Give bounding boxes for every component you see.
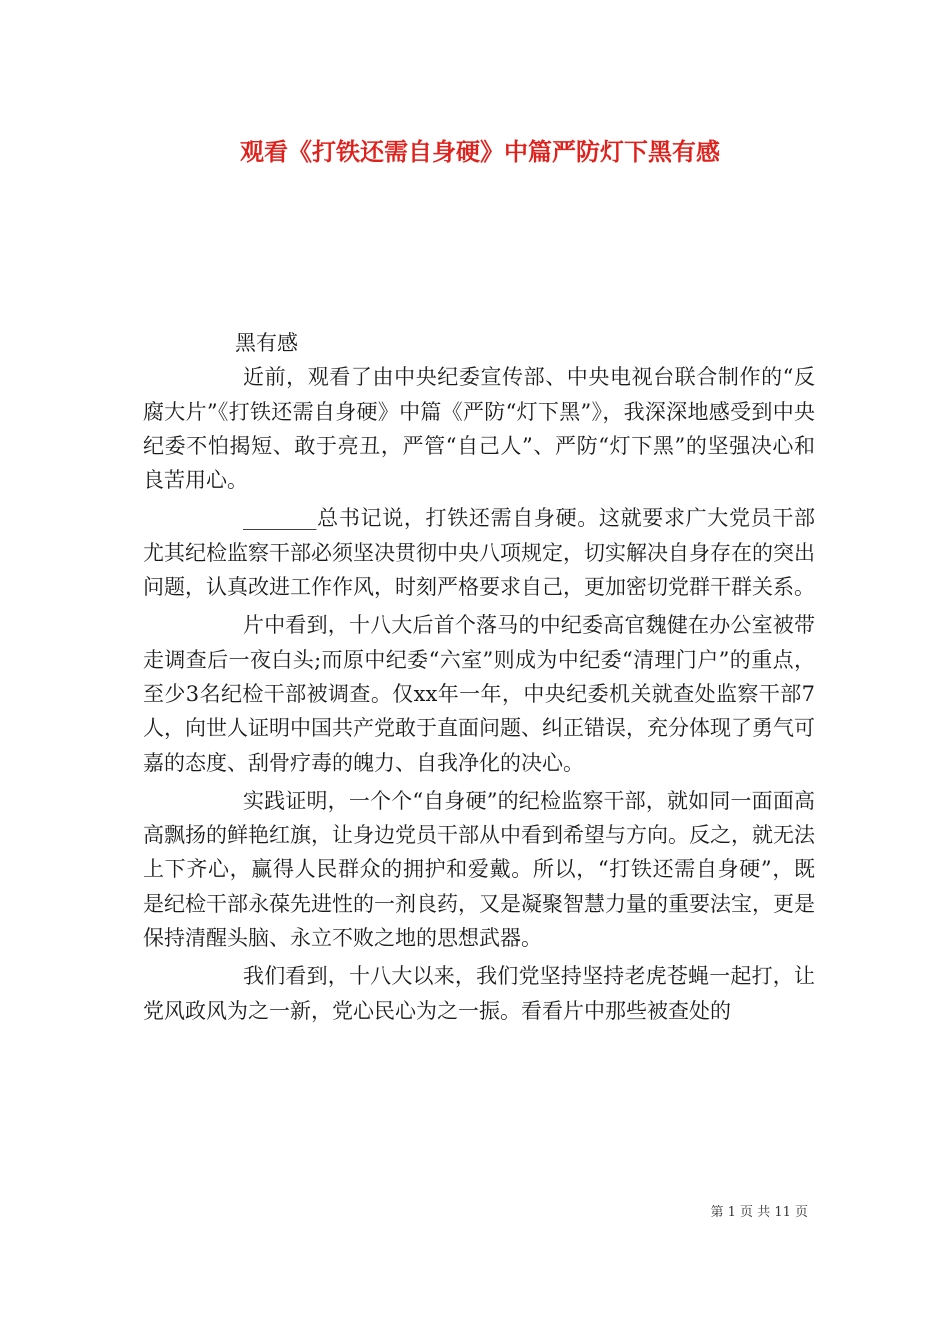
paragraph-2: _______总书记说，打铁还需自身硬。这就要求广大党员干部尤其纪检监察干部必须坚决贯彻中央八项规定，切实解决自身存在的突出问题，认真改进工作作风，时刻严格要求自己，更加密切党群干群关系。 [143,506,815,600]
paragraph-1: 近前，观看了由中央纪委宣传部、中央电视台联合制作的“反腐大片”《打铁还需自身硬》中篇《严防“灯下黑”》，我深深地感受到中央纪委不怕揭短、敢于亮丑，严管“自己人”、严防“灯下黑”的坚强决心和良苦用心。 [143,365,815,493]
page-number-footer: 第 1 页 共 11 页 [710,1205,808,1220]
paragraph-4: 实践证明，一个个“自身硬”的纪检监察干部，就如同一面面高高飘扬的鲜艳红旗，让身边党员干部从中看到希望与方向。反之，就无法上下齐心，赢得人民群众的拥护和爱戴。所以，“打铁还需自身硬”，既是纪检干部永葆先进性的一剂良药，又是凝聚智慧力量的重要法宝，更是保持清醒头脑、永立不败之地的思想武器。 [143,788,815,951]
document-subtitle: 黑有感 [235,331,298,355]
paragraph-5: 我们看到，十八大以来，我们党坚持坚持老虎苍蝇一起打，让党风政风为之一新，党心民心为之一振。看看片中那些被查处的 [143,964,815,1023]
paragraph-3: 片中看到，十八大后首个落马的中纪委高官魏健在办公室被带走调查后一夜白头;而原中纪委“六室”则成为中纪委“清理门户”的重点，至少3名纪检干部被调查。仅xx年一年，中央纪委机关就查处监察干部7人，向世人证明中国共产党敢于直面问题、纠正错误，充分体现了勇气可嘉的态度、刮骨疗毒的魄力、自我净化的决心。 [143,613,815,775]
document-body [143,326,815,1032]
document-title: 观看《打铁还需自身硬》中篇严防灯下黑有感 [240,137,720,166]
